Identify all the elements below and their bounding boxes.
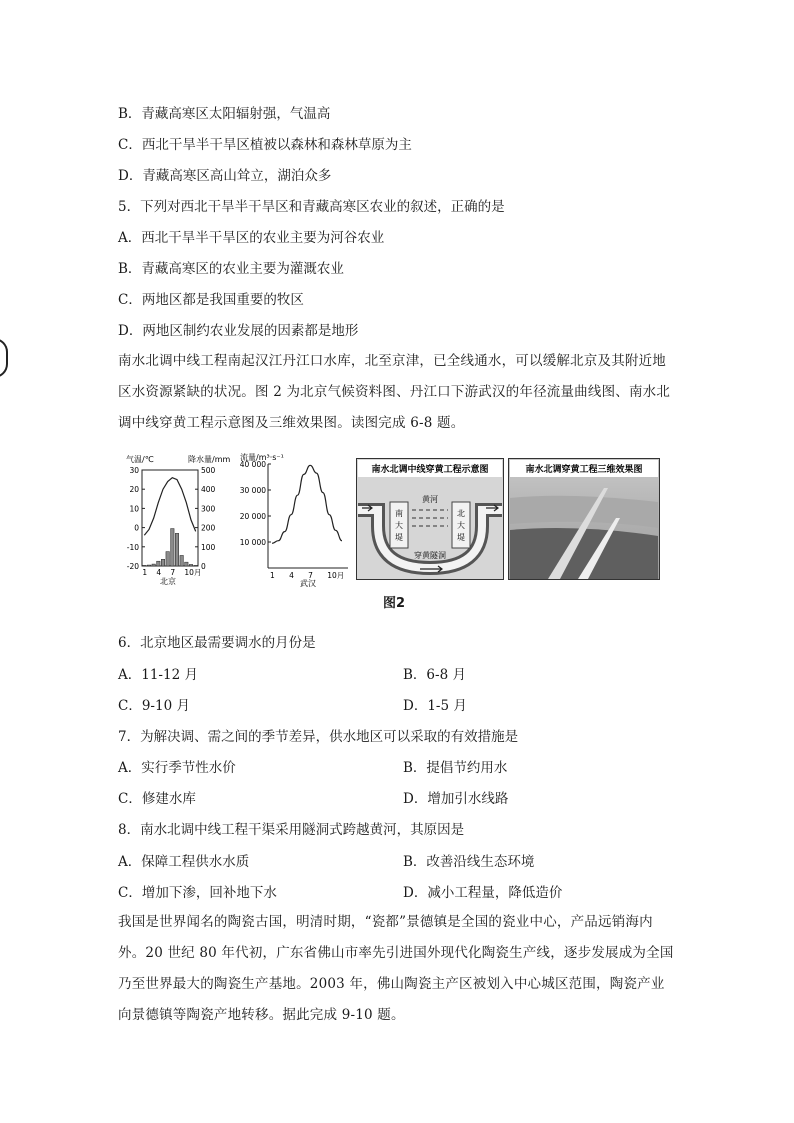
beijing-precip-bar — [161, 559, 164, 566]
beijing-month-tick-label: 7 — [170, 568, 176, 577]
wuhan-month-tick-label: 10月 — [327, 571, 345, 580]
beijing-precip-bar — [185, 562, 188, 566]
beijing-precip-tick-label: 200 — [201, 523, 216, 533]
wuhan-flow-tick-label: 10 000 — [239, 538, 266, 547]
north-dike-char-2: 大 — [457, 521, 465, 530]
beijing-precip-axis-label: 降水量/mm — [188, 455, 231, 464]
beijing-temp-curve — [144, 478, 195, 536]
north-dike-char-3: 堤 — [457, 533, 465, 542]
option-8b: B．改善沿线生态环境 — [403, 854, 535, 870]
wuhan-month-tick-label: 1 — [270, 571, 275, 580]
question-7-stem: 7．为解决调、需之间的季节差异，供水地区可以采取的有效措施是 — [118, 729, 519, 745]
schematic-title: 南水北调中线穿黄工程示意图 — [371, 465, 489, 475]
passage-south-north-water: 南水北调中线工程南起汉江丹江口水库，北至京津，已全线通水，可以缓解北京及其附近地区水资源紧缺的状况。图 2 为北京气候资料图、丹江口下游武汉的年径流量曲线图、南水北调中线穿黄工程示意图及三维效果图。读图完成 6-8 题。 — [118, 353, 671, 431]
option-8a: A．保障工程供水水质 — [118, 854, 250, 870]
option-7d: D．增加引水线路 — [403, 791, 509, 807]
beijing-precip-bar — [143, 565, 146, 566]
beijing-precip-bar — [194, 565, 197, 566]
option-4c: C．西北干旱半干旱区植被以森林和森林草原为主 — [118, 137, 412, 153]
beijing-temp-tick-label: 30 — [129, 466, 139, 475]
option-7b: B．提倡节约用水 — [403, 760, 508, 776]
beijing-place-label: 北京 — [160, 577, 176, 586]
beijing-precip-bar — [171, 529, 174, 566]
wuhan-place-label: 武汉 — [300, 579, 316, 588]
beijing-temp-tick-label: 0 — [134, 523, 139, 533]
beijing-month-tick-label: 4 — [156, 568, 162, 577]
wuhan-flow-tick-label: 40 000 — [239, 460, 266, 469]
option-8d: D．减小工程量，降低造价 — [403, 885, 563, 901]
option-7a: A．实行季节性水价 — [118, 760, 236, 776]
question-5-stem: 5．下列对西北干旱半干旱区和青藏高寒区农业的叙述，正确的是 — [118, 199, 505, 215]
option-6c: C．9-10 月 — [118, 698, 190, 714]
beijing-month-tick-label: 1 — [142, 568, 148, 577]
option-5a: A．西北干旱半干旱区的农业主要为河谷农业 — [118, 230, 385, 246]
beijing-temp-tick-label: 20 — [129, 485, 139, 495]
beijing-temp-tick-label: -10 — [126, 542, 139, 552]
yellow-river-label: 黄河 — [422, 495, 438, 504]
wuhan-month-tick-label: 4 — [289, 571, 294, 580]
north-dike-char-1: 北 — [457, 509, 465, 518]
question-6-stem: 6．北京地区最需要调水的月份是 — [118, 635, 316, 651]
rendering-title: 南水北调穿黄工程三维效果图 — [525, 465, 643, 475]
option-5d: D．两地区制约农业发展的因素都是地形 — [118, 323, 359, 339]
option-6b: B．6-8 月 — [403, 667, 466, 683]
beijing-temp-axis-label: 气温/℃ — [126, 455, 154, 464]
wuhan-flow-axis-label: 流量/m³·s⁻¹ — [240, 453, 284, 462]
wuhan-runoff-curve — [272, 465, 342, 543]
tunnel-3d-rendering — [508, 458, 660, 580]
beijing-precip-bars — [143, 529, 198, 566]
wuhan-flow-tick-label: 20 000 — [239, 512, 266, 521]
beijing-precip-tick-label: 0 — [201, 562, 206, 571]
option-4d: D．青藏高寒区高山耸立，湖泊众多 — [118, 168, 332, 184]
passage-ceramics: 我国是世界闻名的陶瓷古国，明清时期，“瓷都”景德镇是全国的瓷业中心，产品远销海内外。20 世纪 80 年代初，广东省佛山市率先引进国外现代化陶瓷生产线，逐步发展成为全国乃至世界最大的陶瓷生产基地。2003 年，佛山陶瓷主产区被划入中心城区范围，陶瓷产业向景德镇等陶瓷产地转移。据此完成 9-10 题。 — [118, 914, 674, 1023]
tunnel-schematic — [356, 458, 504, 580]
option-5b: B．青藏高寒区的农业主要为灌溉农业 — [118, 261, 344, 277]
wuhan-flow-tick-label: 30 000 — [239, 486, 266, 495]
beijing-month-ticks — [142, 568, 201, 577]
beijing-precip-bar — [189, 564, 192, 566]
beijing-temp-tick-label: 10 — [129, 504, 139, 514]
beijing-precip-bar — [147, 565, 150, 566]
south-dike-char-1: 南 — [395, 509, 403, 518]
beijing-precip-tick-label: 300 — [201, 504, 216, 514]
south-dike-char-2: 大 — [395, 521, 403, 530]
figure-caption: 图2 — [383, 596, 406, 611]
beijing-climate-chart — [120, 450, 240, 590]
beijing-precip-bar — [180, 555, 183, 566]
option-6d: D．1-5 月 — [403, 698, 467, 714]
beijing-precip-bar — [175, 533, 178, 566]
beijing-precip-tick-label: 500 — [201, 466, 216, 475]
beijing-temp-tick-label: -20 — [126, 562, 139, 571]
beijing-precip-tick-label: 100 — [201, 542, 216, 552]
south-dike-char-3: 堤 — [395, 533, 403, 542]
beijing-precip-bar — [157, 561, 160, 566]
tunnel-label: 穿黄隧洞 — [414, 551, 446, 560]
option-6a: A．11-12 月 — [118, 667, 198, 683]
margin-bracket — [0, 338, 8, 378]
wuhan-runoff-chart — [234, 450, 354, 590]
beijing-precip-bar — [166, 552, 169, 566]
wuhan-flow-ticks — [240, 460, 271, 547]
option-5c: C．两地区都是我国重要的牧区 — [118, 292, 304, 308]
beijing-plot-frame — [142, 470, 198, 566]
beijing-month-tick-label: 10月 — [184, 568, 202, 577]
question-8-stem: 8．南水北调中线工程干渠采用隧洞式跨越黄河，其原因是 — [118, 822, 465, 838]
beijing-precip-bar — [152, 564, 155, 566]
beijing-precip-tick-label: 400 — [201, 485, 216, 495]
wuhan-month-tick-label: 7 — [308, 571, 313, 580]
option-4b: B．青藏高寒区太阳辐射强，气温高 — [118, 106, 331, 122]
option-7c: C．修建水库 — [118, 791, 196, 807]
option-8c: C．增加下渗，回补地下水 — [118, 885, 277, 901]
